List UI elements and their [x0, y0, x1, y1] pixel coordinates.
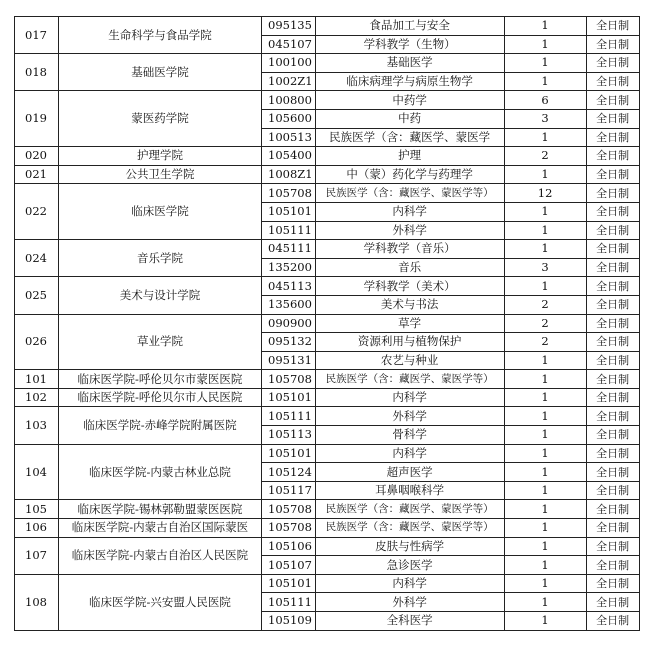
major-name-cell: 外科学: [315, 221, 504, 240]
table-row: [15, 54, 640, 73]
major-code-cell: 105101: [262, 574, 316, 593]
major-code-cell: 105124: [262, 463, 316, 482]
college-name-cell: 草业学院: [59, 314, 262, 370]
enrollment-count-cell: 3: [504, 258, 586, 277]
study-mode-cell: 全日制: [586, 351, 639, 370]
major-code-cell: 135600: [262, 295, 316, 314]
major-name-cell: 超声医学: [315, 463, 504, 482]
table-row: [15, 240, 640, 259]
enrollment-count-cell: 1: [504, 444, 586, 463]
college-code-cell: 017: [15, 17, 59, 54]
enrollment-count-cell: 1: [504, 481, 586, 500]
table-row: [15, 444, 640, 463]
major-name-cell: 内科学: [315, 388, 504, 407]
enrollment-count-cell: 2: [504, 147, 586, 166]
major-code-cell: 105708: [262, 519, 316, 538]
study-mode-cell: 全日制: [586, 54, 639, 73]
enrollment-count-cell: 1: [504, 388, 586, 407]
table-row: [15, 91, 640, 110]
major-name-cell: 中药: [315, 109, 504, 128]
college-code-cell: 018: [15, 54, 59, 91]
major-code-cell: 105600: [262, 109, 316, 128]
enrollment-count-cell: 1: [504, 54, 586, 73]
major-name-cell: 内科学: [315, 202, 504, 221]
major-code-cell: 1002Z1: [262, 72, 316, 91]
major-code-cell: 105111: [262, 221, 316, 240]
major-code-cell: 105101: [262, 444, 316, 463]
college-code-cell: 108: [15, 574, 59, 630]
major-code-cell: 090900: [262, 314, 316, 333]
enrollment-count-cell: 3: [504, 109, 586, 128]
major-code-cell: 105106: [262, 537, 316, 556]
major-code-cell: 100513: [262, 128, 316, 147]
enrollment-count-cell: 1: [504, 128, 586, 147]
major-name-cell: 民族医学（含：藏医学、蒙医学: [315, 128, 504, 147]
table-row: [15, 370, 640, 389]
college-name-cell: 临床医学院-内蒙古自治区国际蒙医: [59, 519, 262, 538]
enrollment-count-cell: 1: [504, 17, 586, 36]
college-name-cell: 临床医学院: [59, 184, 262, 240]
study-mode-cell: 全日制: [586, 109, 639, 128]
study-mode-cell: 全日制: [586, 258, 639, 277]
table-row: [15, 17, 640, 36]
table-row: [15, 388, 640, 407]
enrollment-count-cell: 1: [504, 556, 586, 575]
enrollment-count-cell: 1: [504, 72, 586, 91]
major-code-cell: 095135: [262, 17, 316, 36]
college-code-cell: 020: [15, 147, 59, 166]
major-code-cell: 100100: [262, 54, 316, 73]
study-mode-cell: 全日制: [586, 574, 639, 593]
major-code-cell: 1008Z1: [262, 165, 316, 184]
study-mode-cell: 全日制: [586, 295, 639, 314]
major-name-cell: 耳鼻咽喉科学: [315, 481, 504, 500]
major-code-cell: 045113: [262, 277, 316, 296]
study-mode-cell: 全日制: [586, 128, 639, 147]
enrollment-count-cell: 2: [504, 295, 586, 314]
major-name-cell: 基础医学: [315, 54, 504, 73]
major-name-cell: 资源利用与植物保护: [315, 333, 504, 352]
college-name-cell: 蒙医药学院: [59, 91, 262, 147]
enrollment-count-cell: 6: [504, 91, 586, 110]
enrollment-count-cell: 1: [504, 537, 586, 556]
major-code-cell: 045111: [262, 240, 316, 259]
study-mode-cell: 全日制: [586, 500, 639, 519]
college-code-cell: 103: [15, 407, 59, 444]
major-name-cell: 学科教学（音乐）: [315, 240, 504, 259]
college-name-cell: 临床医学院-呼伦贝尔市人民医院: [59, 388, 262, 407]
enrollment-count-cell: 1: [504, 277, 586, 296]
study-mode-cell: 全日制: [586, 147, 639, 166]
enrollment-count-cell: 1: [504, 221, 586, 240]
major-name-cell: 中（蒙）药化学与药理学: [315, 165, 504, 184]
major-name-cell: 外科学: [315, 407, 504, 426]
major-name-cell: 食品加工与安全: [315, 17, 504, 36]
college-name-cell: 临床医学院-赤峰学院附属医院: [59, 407, 262, 444]
enrollment-count-cell: 1: [504, 519, 586, 538]
study-mode-cell: 全日制: [586, 202, 639, 221]
table-row: [15, 277, 640, 296]
college-code-cell: 021: [15, 165, 59, 184]
study-mode-cell: 全日制: [586, 481, 639, 500]
major-code-cell: 105708: [262, 500, 316, 519]
enrollment-count-cell: 1: [504, 407, 586, 426]
college-name-cell: 临床医学院-内蒙古林业总院: [59, 444, 262, 500]
major-name-cell: 全科医学: [315, 612, 504, 631]
table-row: [15, 165, 640, 184]
study-mode-cell: 全日制: [586, 240, 639, 259]
study-mode-cell: 全日制: [586, 593, 639, 612]
major-name-cell: 音乐: [315, 258, 504, 277]
major-code-cell: 100800: [262, 91, 316, 110]
enrollment-count-cell: 1: [504, 612, 586, 631]
major-name-cell: 民族医学（含：藏医学、蒙医学等）: [315, 500, 504, 519]
major-name-cell: 骨科学: [315, 426, 504, 445]
enrollment-table-body: [15, 17, 640, 631]
major-code-cell: 095131: [262, 351, 316, 370]
major-code-cell: 095132: [262, 333, 316, 352]
major-code-cell: 105117: [262, 481, 316, 500]
enrollment-count-cell: 1: [504, 240, 586, 259]
major-name-cell: 内科学: [315, 574, 504, 593]
college-code-cell: 022: [15, 184, 59, 240]
college-code-cell: 101: [15, 370, 59, 389]
major-code-cell: 105101: [262, 202, 316, 221]
study-mode-cell: 全日制: [586, 537, 639, 556]
major-code-cell: 105111: [262, 593, 316, 612]
major-name-cell: 皮肤与性病学: [315, 537, 504, 556]
major-name-cell: 农艺与种业: [315, 351, 504, 370]
major-name-cell: 内科学: [315, 444, 504, 463]
major-name-cell: 学科教学（美术）: [315, 277, 504, 296]
major-code-cell: 105107: [262, 556, 316, 575]
major-name-cell: 民族医学（含：藏医学、蒙医学等）: [315, 184, 504, 203]
college-code-cell: 102: [15, 388, 59, 407]
study-mode-cell: 全日制: [586, 184, 639, 203]
major-name-cell: 民族医学（含：藏医学、蒙医学等）: [315, 519, 504, 538]
college-code-cell: 026: [15, 314, 59, 370]
major-code-cell: 105708: [262, 184, 316, 203]
table-row: [15, 407, 640, 426]
study-mode-cell: 全日制: [586, 444, 639, 463]
study-mode-cell: 全日制: [586, 519, 639, 538]
college-code-cell: 107: [15, 537, 59, 574]
major-name-cell: 护理: [315, 147, 504, 166]
college-name-cell: 护理学院: [59, 147, 262, 166]
college-name-cell: 临床医学院-锡林郭勒盟蒙医医院: [59, 500, 262, 519]
study-mode-cell: 全日制: [586, 221, 639, 240]
table-row: [15, 519, 640, 538]
enrollment-count-cell: 1: [504, 426, 586, 445]
table-row: [15, 574, 640, 593]
study-mode-cell: 全日制: [586, 165, 639, 184]
college-code-cell: 105: [15, 500, 59, 519]
table-row: [15, 500, 640, 519]
major-code-cell: 105111: [262, 407, 316, 426]
enrollment-count-cell: 1: [504, 370, 586, 389]
major-code-cell: 105400: [262, 147, 316, 166]
college-name-cell: 美术与设计学院: [59, 277, 262, 314]
enrollment-count-cell: 1: [504, 463, 586, 482]
major-name-cell: 外科学: [315, 593, 504, 612]
college-name-cell: 临床医学院-呼伦贝尔市蒙医医院: [59, 370, 262, 389]
college-name-cell: 公共卫生学院: [59, 165, 262, 184]
enrollment-count-cell: 1: [504, 351, 586, 370]
major-code-cell: 105113: [262, 426, 316, 445]
major-name-cell: 民族医学（含：藏医学、蒙医学等）: [315, 370, 504, 389]
college-code-cell: 024: [15, 240, 59, 277]
study-mode-cell: 全日制: [586, 612, 639, 631]
college-name-cell: 基础医学院: [59, 54, 262, 91]
college-name-cell: 临床医学院-内蒙古自治区人民医院: [59, 537, 262, 574]
college-name-cell: 音乐学院: [59, 240, 262, 277]
study-mode-cell: 全日制: [586, 370, 639, 389]
major-name-cell: 学科教学（生物）: [315, 35, 504, 54]
table-row: [15, 537, 640, 556]
college-name-cell: 生命科学与食品学院: [59, 17, 262, 54]
study-mode-cell: 全日制: [586, 407, 639, 426]
major-code-cell: 105101: [262, 388, 316, 407]
study-mode-cell: 全日制: [586, 388, 639, 407]
college-code-cell: 104: [15, 444, 59, 500]
study-mode-cell: 全日制: [586, 426, 639, 445]
table-row: [15, 184, 640, 203]
college-code-cell: 019: [15, 91, 59, 147]
table-row: [15, 147, 640, 166]
enrollment-count-cell: 12: [504, 184, 586, 203]
major-name-cell: 临床病理学与病原生物学: [315, 72, 504, 91]
study-mode-cell: 全日制: [586, 277, 639, 296]
enrollment-count-cell: 1: [504, 202, 586, 221]
study-mode-cell: 全日制: [586, 17, 639, 36]
major-name-cell: 草学: [315, 314, 504, 333]
table-row: [15, 314, 640, 333]
study-mode-cell: 全日制: [586, 556, 639, 575]
enrollment-count-cell: 1: [504, 574, 586, 593]
enrollment-table: [14, 16, 640, 631]
major-name-cell: 急诊医学: [315, 556, 504, 575]
enrollment-count-cell: 1: [504, 593, 586, 612]
enrollment-count-cell: 2: [504, 333, 586, 352]
college-name-cell: 临床医学院-兴安盟人民医院: [59, 574, 262, 630]
major-name-cell: 美术与书法: [315, 295, 504, 314]
major-code-cell: 135200: [262, 258, 316, 277]
college-code-cell: 025: [15, 277, 59, 314]
enrollment-count-cell: 1: [504, 500, 586, 519]
study-mode-cell: 全日制: [586, 35, 639, 54]
major-code-cell: 045107: [262, 35, 316, 54]
study-mode-cell: 全日制: [586, 91, 639, 110]
study-mode-cell: 全日制: [586, 72, 639, 91]
enrollment-count-cell: 1: [504, 35, 586, 54]
study-mode-cell: 全日制: [586, 314, 639, 333]
enrollment-count-cell: 1: [504, 165, 586, 184]
study-mode-cell: 全日制: [586, 463, 639, 482]
enrollment-count-cell: 2: [504, 314, 586, 333]
major-name-cell: 中药学: [315, 91, 504, 110]
study-mode-cell: 全日制: [586, 333, 639, 352]
major-code-cell: 105708: [262, 370, 316, 389]
college-code-cell: 106: [15, 519, 59, 538]
major-code-cell: 105109: [262, 612, 316, 631]
